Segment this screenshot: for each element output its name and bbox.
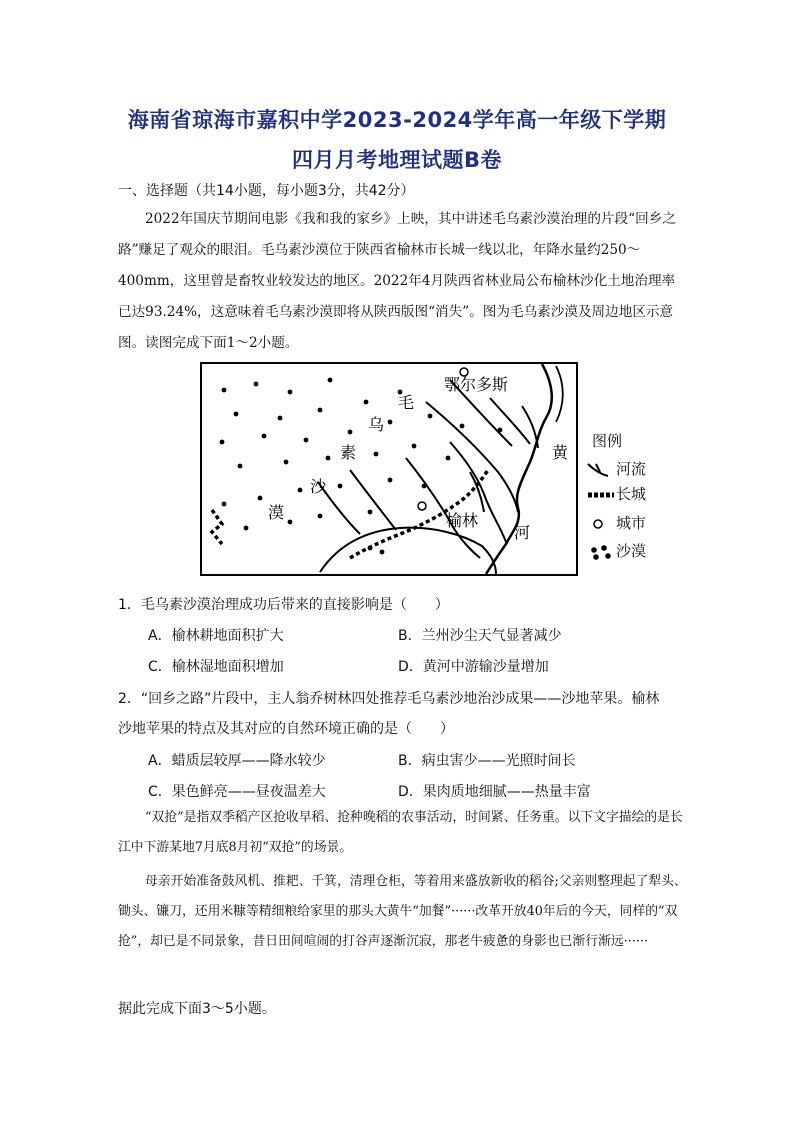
label-yulin: 榆林 bbox=[446, 511, 479, 530]
section-heading: 一、选择题（共14小题，每小题3分，共42分） bbox=[118, 183, 415, 199]
question-2-option-a[interactable]: A．蜡质层较厚——降水较少 bbox=[148, 753, 326, 769]
intro-paragraph-1: 2022年国庆节期间电影《我和我的家乡》上映，其中讲述毛乌素沙漠治理的片段“回乡之路”赚足了观众的眼泪。毛乌素沙漠位于陕西省榆林市长城一线以北，年降水量约250～400mm，这里曾是畜牧业较发达的地区。2022年4月陕西省林业局公布榆林沙化土地治理率已达93.24%，这意味着毛乌素沙漠即将从陕西版图“消失”。图为毛乌素沙漠及周边地区示意图。读图完成下面1～2小题。 bbox=[118, 211, 676, 351]
label-huang: 黄 bbox=[552, 443, 569, 462]
exam-title-line2: 四月月考地理试题B卷 bbox=[291, 148, 502, 172]
intro-paragraph-3: 母亲开始准备鼓风机、推耙、千箕，清理仓柜，等着用来盛放新收的稻谷;父亲则整理起了犁头、锄头、镰刀，还用米糠等精细粮给家里的那头大黄牛“加餐”······改革开放40年后的今天，同样的“双抢”，却已是不同景象，昔日田间喧闹的打谷声逐渐沉寂，那老牛疲惫的身影也已渐行渐远······ bbox=[118, 874, 687, 949]
intro-paragraph-2: “双抢”是指双季稻产区抢收早稻、抢种晚稻的农事活动，时间紧、任务重。以下文字描绘的是长江中下游某地7月底8月初“双抢”的场景。 bbox=[118, 810, 683, 855]
label-mao: 毛 bbox=[398, 393, 415, 412]
legend-desert: 沙漠 bbox=[616, 542, 647, 560]
label-he: 河 bbox=[514, 523, 531, 542]
question-1-option-a[interactable]: A．榆林耕地面积扩大 bbox=[148, 628, 284, 644]
desert-icon bbox=[586, 544, 616, 560]
label-su: 素 bbox=[340, 443, 357, 462]
legend-city: 城市 bbox=[616, 514, 647, 532]
legend-wall: 长城 bbox=[616, 485, 647, 503]
question-2-stem-line2: 沙地苹果的特点及其对应的自然环境正确的是（ ） bbox=[118, 721, 454, 737]
legend-river: 河流 bbox=[616, 460, 647, 478]
exam-title-line1: 海南省琼海市嘉积中学2023-2024学年高一年级下学期 bbox=[127, 108, 667, 132]
question-1-stem: 1．毛乌素沙漠治理成功后带来的直接影响是（ ） bbox=[118, 597, 449, 613]
mu-us-desert-map bbox=[200, 362, 578, 576]
question-2-option-b[interactable]: B．病虫害少——光照时间长 bbox=[398, 753, 576, 769]
legend-title: 图例 bbox=[592, 432, 623, 450]
great-wall-icon bbox=[586, 487, 616, 503]
question-1-option-c[interactable]: C．榆林湿地面积增加 bbox=[148, 659, 284, 675]
label-wu: 乌 bbox=[368, 415, 385, 434]
river-icon bbox=[586, 462, 616, 478]
city-yulin bbox=[418, 502, 426, 510]
question-2-stem-line1: 2．“回乡之路”片段中，主人翁乔树林四处推荐毛乌素沙地治沙成果——沙地苹果。榆林 bbox=[118, 691, 660, 707]
question-2-option-d[interactable]: D．果肉质地细腻——热量丰富 bbox=[398, 784, 591, 800]
label-sha: 沙 bbox=[310, 477, 327, 496]
city-icon bbox=[586, 516, 616, 532]
question-1-option-d[interactable]: D．黄河中游输沙量增加 bbox=[398, 659, 549, 675]
label-ordos: 鄂尔多斯 bbox=[444, 375, 509, 394]
question-1-option-b[interactable]: B．兰州沙尘天气显著减少 bbox=[398, 628, 562, 644]
question-2-option-c[interactable]: C．果色鲜亮——昼夜温差大 bbox=[148, 784, 326, 800]
instruction-3-5: 据此完成下面3～5小题。 bbox=[118, 1001, 276, 1017]
label-mo: 漠 bbox=[268, 503, 285, 522]
